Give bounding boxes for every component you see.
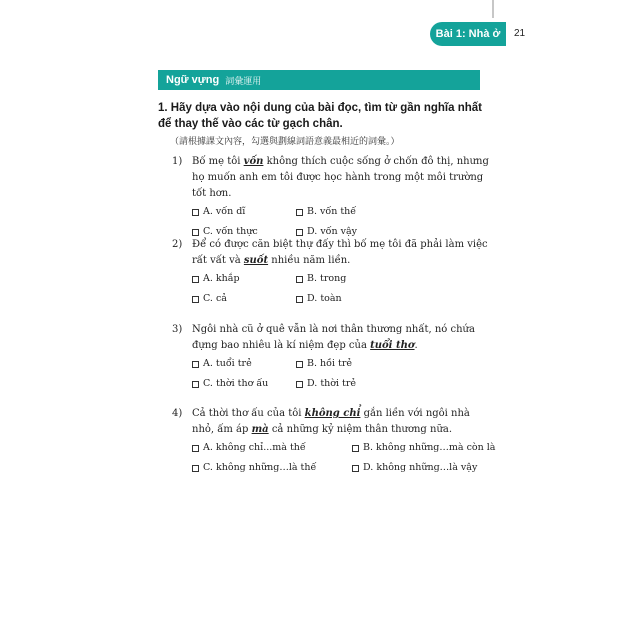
- checkbox-icon[interactable]: [296, 209, 303, 216]
- checkbox-icon[interactable]: [296, 296, 303, 303]
- page-edge: [492, 0, 494, 18]
- checkbox-icon[interactable]: [192, 445, 199, 452]
- question-text: Ngôi nhà cũ ở quê vẫn là nơi thân thương nhất, nó chứa đựng bao nhiêu là kí niệm đẹp của tuổi thơ.: [192, 324, 475, 351]
- underlined-word: suốt: [243, 255, 269, 266]
- option-d[interactable]: D. thời trẻ: [296, 376, 400, 392]
- option-c[interactable]: C. cả: [192, 291, 296, 307]
- checkbox-icon[interactable]: [296, 229, 303, 236]
- option-a[interactable]: A. không chỉ...mà thế: [192, 440, 352, 456]
- section-header: [158, 70, 480, 90]
- question-number: 2): [172, 239, 183, 250]
- option-b[interactable]: B. vốn thế: [296, 204, 400, 220]
- question-text: Bố mẹ tôi vốn không thích cuộc sống ở chốn đô thị, nhưng họ muốn anh em tôi được học hành trong một môi trường tốt hơn.: [192, 156, 489, 199]
- option-d[interactable]: D. toàn: [296, 291, 400, 307]
- underlined-word: tuổi thơ: [370, 340, 415, 351]
- question-2: [172, 237, 492, 307]
- checkbox-icon[interactable]: [192, 361, 199, 368]
- lesson-tab: Bài 1: Nhà ở: [430, 22, 506, 46]
- section-title: Ngữ vựng: [166, 74, 220, 86]
- option-b[interactable]: B. không những…mà còn là: [352, 440, 512, 456]
- options: [192, 356, 492, 392]
- checkbox-icon[interactable]: [296, 361, 303, 368]
- question-number: 4): [172, 408, 183, 419]
- checkbox-icon[interactable]: [192, 276, 199, 283]
- option-b[interactable]: B. trong: [296, 271, 400, 287]
- exercise-hint: （請根據課文內容，勾選與劃線詞語意義最相近的詞彙。）: [170, 137, 400, 147]
- checkbox-icon[interactable]: [296, 276, 303, 283]
- option-a[interactable]: A. khắp: [192, 271, 296, 287]
- options: [192, 271, 492, 307]
- option-c[interactable]: C. không những…là thế: [192, 460, 352, 476]
- checkbox-icon[interactable]: [192, 381, 199, 388]
- checkbox-icon[interactable]: [192, 465, 199, 472]
- option-a[interactable]: A. vốn dĩ: [192, 204, 296, 220]
- checkbox-icon[interactable]: [352, 445, 359, 452]
- option-c[interactable]: C. vốn thực: [192, 224, 296, 240]
- question-text: Để có được căn biệt thự đấy thì bố mẹ tôi đã phải làm việc rất vất và suốt nhiều năm liền.: [192, 239, 488, 266]
- question-number: 3): [172, 324, 183, 335]
- checkbox-icon[interactable]: [352, 465, 359, 472]
- question-3: [172, 322, 492, 392]
- question-text: Cả thời thơ ấu của tôi không chỉ gắn liền với ngôi nhà nhỏ, ấm áp mà cả những kỷ niệm thân thương nữa.: [192, 408, 470, 435]
- question-number: 1): [172, 156, 183, 167]
- exercise-title: 1. Hãy dựa vào nội dung của bài đọc, tìm từ gần nghĩa nhất để thay thế vào các từ gạch chân.: [158, 102, 482, 130]
- question-1: [172, 154, 492, 240]
- checkbox-icon[interactable]: [192, 229, 199, 236]
- option-a[interactable]: A. tuổi trẻ: [192, 356, 296, 372]
- underlined-word: mà: [251, 424, 269, 435]
- section-subtitle: 詞彙運用: [225, 75, 262, 86]
- page: [120, 0, 540, 640]
- option-d[interactable]: D. vốn vậy: [296, 224, 400, 240]
- options: [192, 440, 496, 476]
- option-d[interactable]: D. không những…là vậy: [352, 460, 512, 476]
- checkbox-icon[interactable]: [192, 296, 199, 303]
- checkbox-icon[interactable]: [192, 209, 199, 216]
- underlined-word: không chỉ: [304, 408, 361, 419]
- checkbox-icon[interactable]: [296, 381, 303, 388]
- question-4: [172, 406, 496, 476]
- options: [192, 204, 492, 240]
- option-c[interactable]: C. thời thơ ấu: [192, 376, 296, 392]
- option-b[interactable]: B. hồi trẻ: [296, 356, 400, 372]
- page-number: 21: [514, 28, 526, 39]
- underlined-word: vốn: [243, 156, 264, 167]
